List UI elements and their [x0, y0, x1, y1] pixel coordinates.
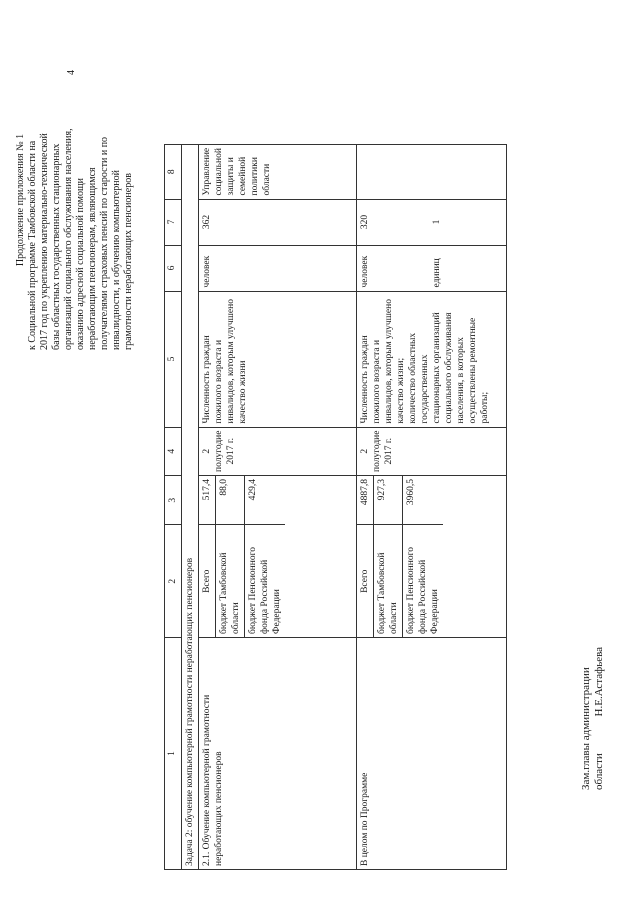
header-cell-group	[165, 476, 182, 638]
funding-amount: 517,4	[199, 476, 216, 525]
indicator-text: количество областных государственных стационарных организаций социального обслуживания населения, в которых осуществлены ремонтные работы;	[408, 312, 490, 424]
funding-amount: 3960,5	[403, 476, 444, 525]
value-text: 320	[360, 214, 370, 230]
unit-text: человек	[360, 255, 370, 288]
funding-source: бюджет Тамбовской области	[374, 525, 403, 637]
period-cell: 2 полугодие 2017 г.	[199, 427, 357, 475]
signature-block	[580, 647, 606, 790]
task-row	[182, 144, 199, 869]
caption-line: организаций социального обслуживания населения,	[63, 128, 74, 350]
header-cell: 5	[165, 291, 182, 427]
period-cell: 2 полугодие 2017 г.	[357, 427, 507, 475]
value-cell: 362	[199, 199, 357, 245]
indicator-cell: Численность граждан пожилого возраста и инвалидов, которым улучшено качество жизни	[199, 291, 357, 427]
signature-name: Н.Е.Астафьева	[593, 646, 605, 717]
executor-cell	[357, 144, 507, 199]
appendix-caption	[15, 50, 135, 350]
measure-name: В целом по Программе	[357, 638, 507, 870]
table-row	[357, 144, 507, 869]
signature-title: Зам.главы администрации	[580, 667, 592, 790]
header-cell: 4	[165, 427, 182, 475]
executor-cell: Управление социальной защиты и семейной политики области	[199, 144, 357, 199]
header-cell: 6	[165, 245, 182, 291]
program-table	[164, 144, 507, 870]
value-cell	[357, 199, 507, 245]
header-cell: 2	[168, 578, 178, 584]
caption-line: к Социальной программе Тамбовской области на	[27, 140, 38, 350]
funding-source: Всего	[360, 569, 370, 593]
unit-cell: человек	[199, 245, 357, 291]
caption-line: Продолжение приложения № 1	[15, 133, 26, 267]
caption-line: неработающим пенсионерам, являющимся	[87, 167, 98, 350]
funding-amount: 88,0	[216, 476, 245, 525]
header-cell: 7	[165, 199, 182, 245]
indicator-text: Численность граждан пожилого возраста и инвалидов, которым улучшено качество жизни;	[360, 299, 406, 424]
header-cell: 3	[165, 476, 181, 525]
indicator-cell	[357, 291, 507, 427]
unit-cell	[357, 245, 507, 291]
funding-cell	[357, 476, 507, 638]
funding-source: бюджет Тамбовской области	[216, 525, 245, 637]
task-title: Задача 2: обучение компьютерной грамотности неработающих пенсионеров	[182, 144, 199, 869]
funding-cell	[199, 476, 357, 638]
caption-line: оказанию адресной социальной помощи	[75, 177, 86, 350]
unit-text: единиц	[432, 258, 442, 288]
funding-source: бюджет Пенсионного фонда Российской Федерации	[245, 525, 286, 637]
funding-amount: 4887,8	[357, 476, 374, 525]
signature-title-2: области	[593, 753, 605, 790]
funding-source: Всего	[202, 569, 212, 593]
caption-line: инвалидности, и обучению компьютерной	[111, 170, 122, 350]
funding-source: бюджет Пенсионного фонда Российской Федерации	[403, 525, 444, 637]
caption-line: грамотности неработающих пенсионеров	[123, 173, 134, 350]
caption-line: базы областных государственных стационарных	[51, 143, 62, 350]
header-cell: 8	[165, 144, 182, 199]
funding-amount: 927,3	[374, 476, 403, 525]
caption-line: 2017 год по укреплению материально-технической	[39, 133, 50, 350]
value-text: 1	[432, 219, 442, 225]
caption-line: получателями страховых пенсий по старости и по	[99, 136, 110, 350]
funding-amount: 429,4	[245, 476, 286, 525]
header-cell: 1	[165, 638, 182, 870]
measure-name: 2.1. Обучение компьютерной грамотности неработающих пенсионеров	[199, 638, 357, 870]
table-header-row	[165, 144, 182, 869]
page-number: 4	[66, 70, 77, 75]
table-row	[199, 144, 357, 869]
